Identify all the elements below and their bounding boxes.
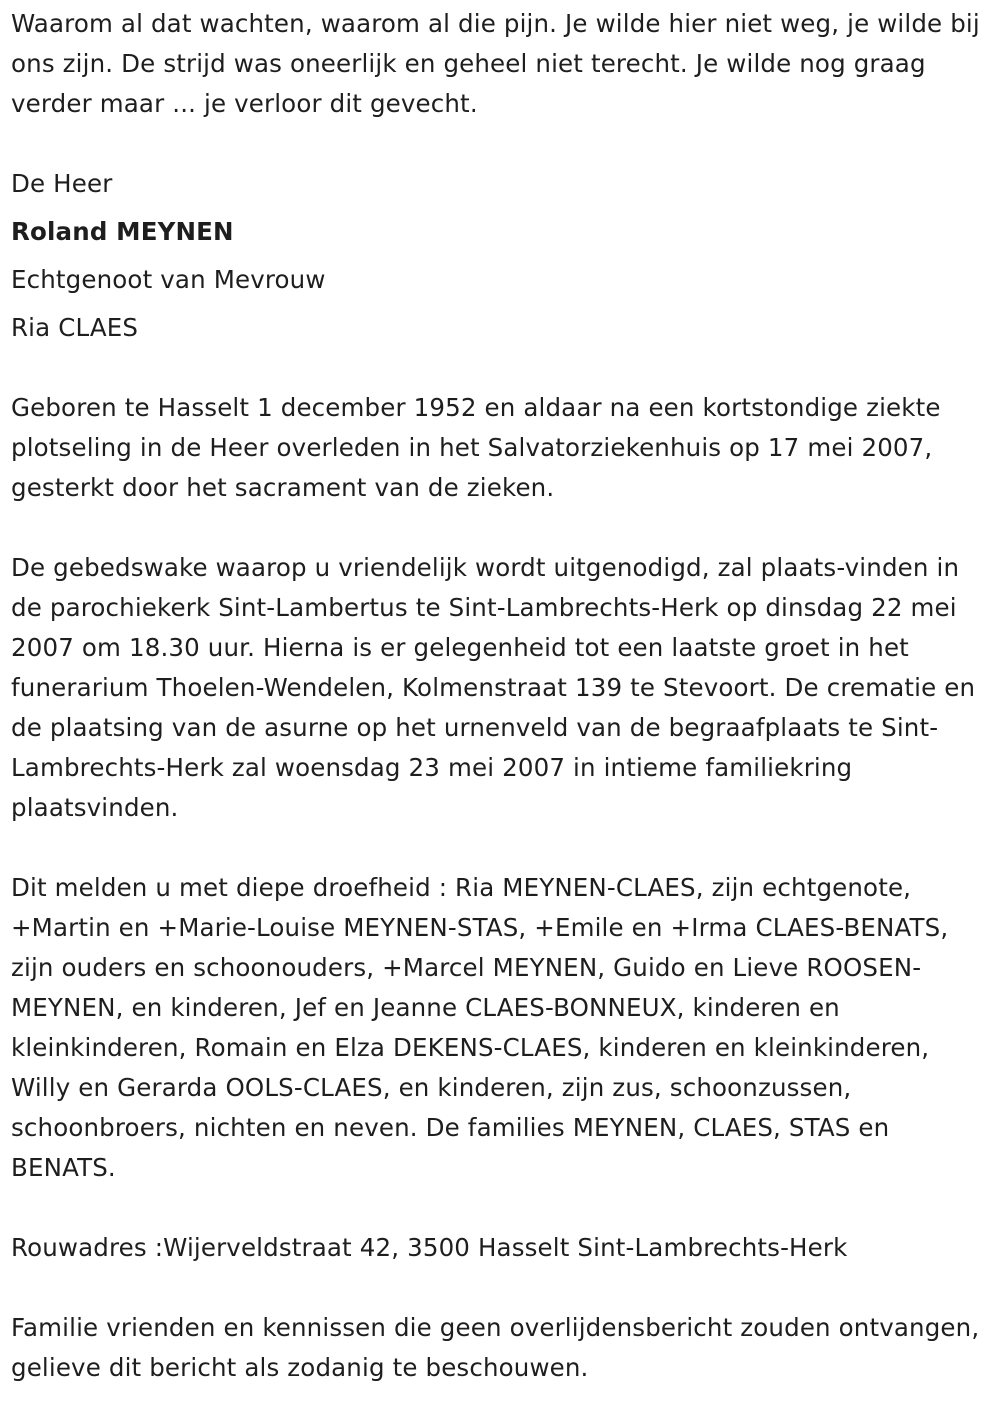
family-paragraph: Dit melden u met diepe droefheid : Ria MEYNEN-CLAES, zijn echtgenote, +Martin en +Marie-Louise MEYNEN-STAS, +Emile en +Irma CLAES-BENATS, zijn ouders en schoonouders, +Marcel MEYNEN, Guido en Lieve ROOSEN-MEYNEN, en kinderen, Jef en Jeanne CLAES-BONNEUX, kinderen en kleinkinderen, Romain en Elza DEKENS-CLAES, kinderen en kleinkinderen, Willy en Gerarda OOLS-CLAES, en kinderen, zijn zus, schoonzussen, schoonbroers, nichten en neven. De families MEYNEN, CLAES, STAS en BENATS.	[11, 873, 949, 1182]
spacer	[11, 1268, 991, 1308]
spouse-name: Ria CLAES	[11, 313, 139, 342]
obituary-document	[11, 4, 991, 1388]
spacer	[11, 204, 991, 212]
spacer	[11, 348, 991, 388]
mourning-address: Rouwadres :Wijerveldstraat 42, 3500 Hasselt Sint-Lambrechts-Herk	[11, 1233, 848, 1262]
spouse-relation: Echtgenoot van Mevrouw	[11, 265, 326, 294]
closing-paragraph: Familie vrienden en kennissen die geen overlijdensbericht zouden ontvangen, gelieve dit bericht als zodanig te beschouwen.	[11, 1313, 980, 1382]
spacer	[11, 300, 991, 308]
birth-death-paragraph: Geboren te Hasselt 1 december 1952 en aldaar na een kortstondige ziekte plotseling in de Heer overleden in het Salvatorziekenhuis op 17 mei 2007, gesterkt door het sacrament van de zieken.	[11, 393, 941, 502]
spacer	[11, 252, 991, 260]
spacer	[11, 508, 991, 548]
deceased-name: Roland MEYNEN	[11, 217, 234, 246]
spacer	[11, 828, 991, 868]
spacer	[11, 1188, 991, 1228]
salutation: De Heer	[11, 169, 113, 198]
ceremony-paragraph: De gebedswake waarop u vriendelijk wordt uitgenodigd, zal plaats-vinden in de parochiekerk Sint-Lambertus te Sint-Lambrechts-Herk op dinsdag 22 mei 2007 om 18.30 uur. Hierna is er gelegenheid tot een laatste groet in het funerarium Thoelen-Wendelen, Kolmenstraat 139 te Stevoort. De crematie en de plaatsing van de asurne op het urnenveld van de begraafplaats te Sint-Lambrechts-Herk zal woensdag 23 mei 2007 in intieme familiekring plaatsvinden.	[11, 553, 976, 822]
spacer	[11, 124, 991, 164]
intro-paragraph: Waarom al dat wachten, waarom al die pijn. Je wilde hier niet weg, je wilde bij ons zijn. De strijd was oneerlijk en geheel niet terecht. Je wilde nog graag verder maar ... je verloor dit gevecht.	[11, 9, 980, 118]
